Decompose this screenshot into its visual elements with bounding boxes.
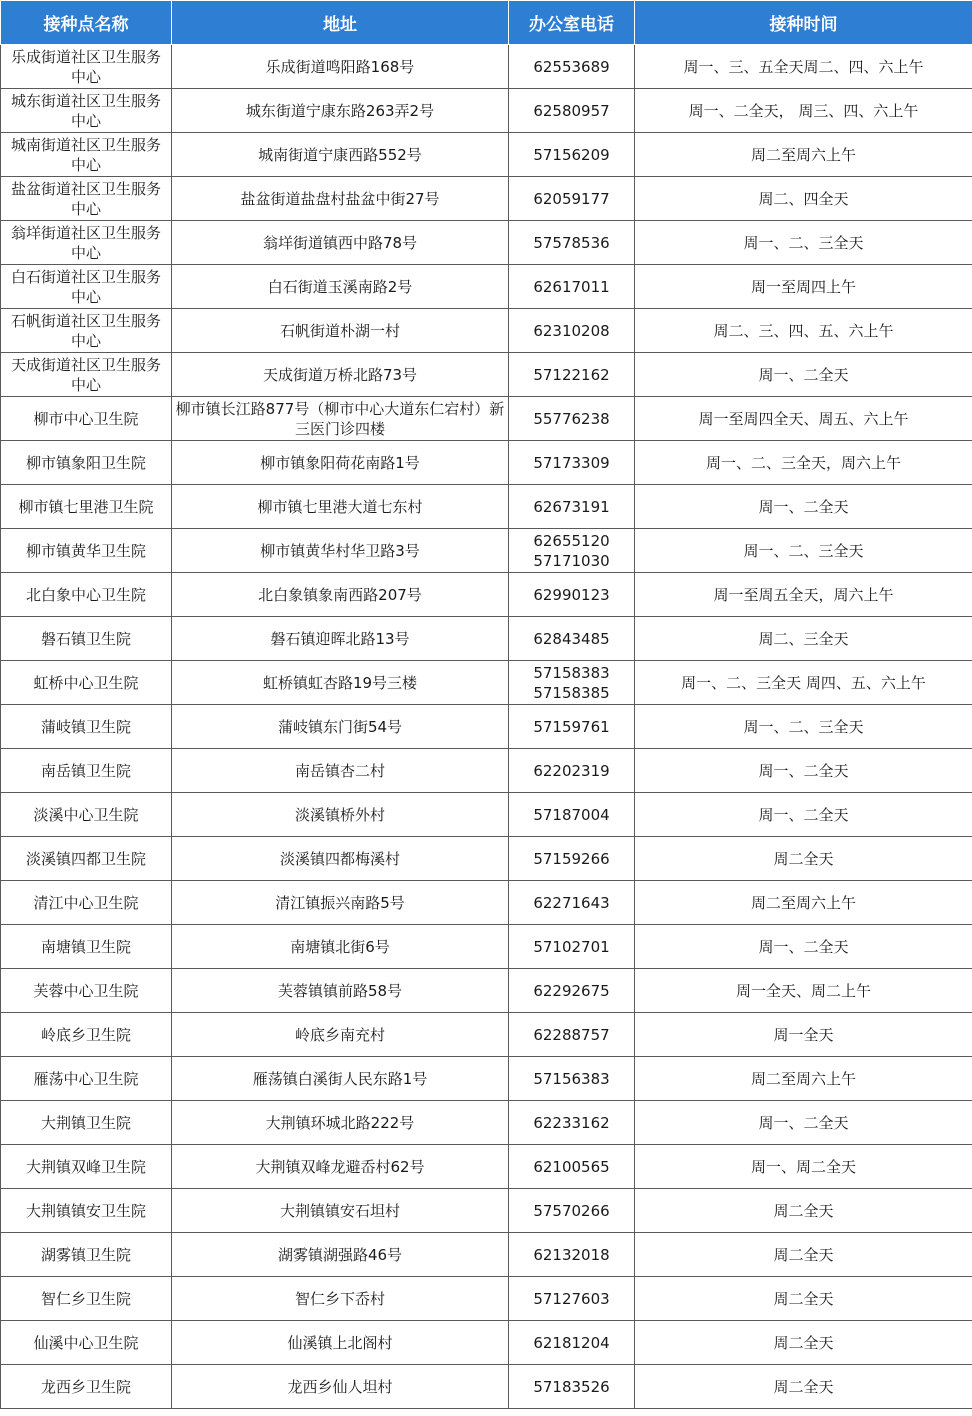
phone-number: 57187004: [533, 805, 610, 824]
table-row: [1, 529, 972, 573]
table-row: [1, 617, 972, 661]
phone-number: 62617011: [533, 277, 610, 296]
schedule-cell: 周一、二、三全天: [635, 529, 972, 573]
schedule-cell: 周一、二全天， 周三、四、六上午: [635, 89, 972, 133]
header-address: 地址: [172, 1, 509, 45]
phone-cell: [509, 661, 635, 705]
schedule-cell: 周二至周六上午: [635, 1057, 972, 1101]
schedule-cell: 周一、二全天: [635, 353, 972, 397]
table-row: [1, 881, 972, 925]
phone-number: 62580957: [533, 101, 610, 120]
site-name-cell: 北白象中心卫生院: [1, 573, 172, 617]
phone-cell: [509, 617, 635, 661]
phone-cell: [509, 221, 635, 265]
site-name-cell: 大荆镇镇安卫生院: [1, 1189, 172, 1233]
site-name-cell: 智仁乡卫生院: [1, 1277, 172, 1321]
site-name-cell: 石帆街道社区卫生服务中心: [1, 309, 172, 353]
phone-cell: [509, 353, 635, 397]
address-cell: 大荆镇环城北路222号: [172, 1101, 509, 1145]
phone-cell: [509, 45, 635, 89]
phone-number: 57171030: [533, 551, 610, 570]
schedule-cell: 周一、二全天: [635, 485, 972, 529]
address-cell: 城南街道宁康西路552号: [172, 133, 509, 177]
table-row: [1, 485, 972, 529]
address-cell: 南塘镇北街6号: [172, 925, 509, 969]
address-cell: 磐石镇迎晖北路13号: [172, 617, 509, 661]
phone-number: 62233162: [533, 1113, 610, 1132]
address-cell: 雁荡镇白溪街人民东路1号: [172, 1057, 509, 1101]
phone-cell: [509, 925, 635, 969]
site-name-cell: 淡溪中心卫生院: [1, 793, 172, 837]
schedule-cell: 周一、二全天: [635, 925, 972, 969]
site-name-cell: 南塘镇卫生院: [1, 925, 172, 969]
table-row: [1, 1277, 972, 1321]
phone-cell: [509, 1365, 635, 1409]
phone-cell: [509, 1101, 635, 1145]
phone-number: 57102701: [533, 937, 610, 956]
phone-number: 62655120: [533, 531, 610, 550]
table-row: [1, 925, 972, 969]
phone-cell: [509, 89, 635, 133]
phone-cell: [509, 749, 635, 793]
address-cell: 湖雾镇湖强路46号: [172, 1233, 509, 1277]
phone-number: 57159761: [533, 717, 610, 736]
schedule-cell: 周一全天: [635, 1013, 972, 1057]
header-phone: 办公室电话: [509, 1, 635, 45]
address-cell: 北白象镇象南西路207号: [172, 573, 509, 617]
phone-cell: [509, 793, 635, 837]
site-name-cell: 柳市镇七里港卫生院: [1, 485, 172, 529]
site-name-cell: 清江中心卫生院: [1, 881, 172, 925]
phone-cell: [509, 309, 635, 353]
address-cell: 柳市镇黄华村华卫路3号: [172, 529, 509, 573]
phone-cell: [509, 705, 635, 749]
phone-number: 62553689: [533, 57, 610, 76]
site-name-cell: 湖雾镇卫生院: [1, 1233, 172, 1277]
schedule-cell: 周二全天: [635, 1233, 972, 1277]
table-row: [1, 1233, 972, 1277]
header-time: 接种时间: [635, 1, 972, 45]
site-name-cell: 大荆镇卫生院: [1, 1101, 172, 1145]
table-row: [1, 1013, 972, 1057]
site-name-cell: 乐成街道社区卫生服务中心: [1, 45, 172, 89]
phone-cell: [509, 969, 635, 1013]
address-cell: 大荆镇镇安石坦村: [172, 1189, 509, 1233]
address-cell: 柳市镇长江路877号（柳市中心大道东仁宕村）新三医门诊四楼: [172, 397, 509, 441]
phone-number: 62673191: [533, 497, 610, 516]
site-name-cell: 柳市镇象阳卫生院: [1, 441, 172, 485]
site-name-cell: 翁垟街道社区卫生服务中心: [1, 221, 172, 265]
schedule-cell: 周一、二全天: [635, 793, 972, 837]
phone-number: 62181204: [533, 1333, 610, 1352]
phone-number: 57156209: [533, 145, 610, 164]
phone-cell: [509, 1189, 635, 1233]
table-row: [1, 265, 972, 309]
header-row: [1, 1, 972, 45]
address-cell: 清江镇振兴南路5号: [172, 881, 509, 925]
site-name-cell: 虹桥中心卫生院: [1, 661, 172, 705]
table-row: [1, 705, 972, 749]
phone-cell: [509, 837, 635, 881]
site-name-cell: 柳市中心卫生院: [1, 397, 172, 441]
phone-number: 62310208: [533, 321, 610, 340]
address-cell: 龙西乡仙人坦村: [172, 1365, 509, 1409]
address-cell: 白石街道玉溪南路2号: [172, 265, 509, 309]
site-name-cell: 仙溪中心卫生院: [1, 1321, 172, 1365]
site-name-cell: 磐石镇卫生院: [1, 617, 172, 661]
schedule-cell: 周一、二、三全天: [635, 705, 972, 749]
schedule-cell: 周二全天: [635, 837, 972, 881]
address-cell: 柳市镇象阳荷花南路1号: [172, 441, 509, 485]
address-cell: 淡溪镇四都梅溪村: [172, 837, 509, 881]
table-row: [1, 793, 972, 837]
address-cell: 柳市镇七里港大道七东村: [172, 485, 509, 529]
schedule-cell: 周一至周四全天、周五、六上午: [635, 397, 972, 441]
phone-cell: [509, 1013, 635, 1057]
site-name-cell: 雁荡中心卫生院: [1, 1057, 172, 1101]
phone-number: 62843485: [533, 629, 610, 648]
phone-number: 57127603: [533, 1289, 610, 1308]
address-cell: 天成街道万桥北路73号: [172, 353, 509, 397]
site-name-cell: 柳市镇黄华卫生院: [1, 529, 172, 573]
site-name-cell: 大荆镇双峰卫生院: [1, 1145, 172, 1189]
phone-number: 57183526: [533, 1377, 610, 1396]
phone-cell: [509, 441, 635, 485]
phone-number: 57173309: [533, 453, 610, 472]
schedule-cell: 周一至周五全天，周六上午: [635, 573, 972, 617]
header-name: 接种点名称: [1, 1, 172, 45]
phone-number: 55776238: [533, 409, 610, 428]
phone-number: 57156383: [533, 1069, 610, 1088]
table-row: [1, 969, 972, 1013]
site-name-cell: 城南街道社区卫生服务中心: [1, 133, 172, 177]
phone-cell: [509, 397, 635, 441]
phone-number: 62059177: [533, 189, 610, 208]
address-cell: 岭底乡南充村: [172, 1013, 509, 1057]
phone-number: 57158385: [533, 683, 610, 702]
phone-cell: [509, 177, 635, 221]
schedule-cell: 周二全天: [635, 1365, 972, 1409]
table-row: [1, 309, 972, 353]
schedule-cell: 周二、四全天: [635, 177, 972, 221]
phone-cell: [509, 1277, 635, 1321]
phone-cell: [509, 1145, 635, 1189]
site-name-cell: 盐盆街道社区卫生服务中心: [1, 177, 172, 221]
table-row: [1, 441, 972, 485]
schedule-cell: 周一、二、三全天: [635, 221, 972, 265]
site-name-cell: 芙蓉中心卫生院: [1, 969, 172, 1013]
table-row: [1, 177, 972, 221]
phone-number: 62990123: [533, 585, 610, 604]
phone-number: 62271643: [533, 893, 610, 912]
schedule-cell: 周二、三、四、五、六上午: [635, 309, 972, 353]
site-name-cell: 天成街道社区卫生服务中心: [1, 353, 172, 397]
phone-cell: [509, 1233, 635, 1277]
address-cell: 南岳镇杏二村: [172, 749, 509, 793]
table-row: [1, 45, 972, 89]
schedule-cell: 周二、三全天: [635, 617, 972, 661]
table-row: [1, 397, 972, 441]
phone-number: 62202319: [533, 761, 610, 780]
table-row: [1, 1145, 972, 1189]
phone-cell: [509, 1321, 635, 1365]
site-name-cell: 龙西乡卫生院: [1, 1365, 172, 1409]
table-row: [1, 89, 972, 133]
phone-number: 57578536: [533, 233, 610, 252]
schedule-cell: 周一、二、三全天 周四、五、六上午: [635, 661, 972, 705]
table-row: [1, 353, 972, 397]
site-name-cell: 淡溪镇四都卫生院: [1, 837, 172, 881]
address-cell: 城东街道宁康东路263弄2号: [172, 89, 509, 133]
schedule-cell: 周二全天: [635, 1189, 972, 1233]
table-row: [1, 133, 972, 177]
address-cell: 淡溪镇桥外村: [172, 793, 509, 837]
schedule-cell: 周一、二、三全天，周六上午: [635, 441, 972, 485]
schedule-cell: 周一、周二全天: [635, 1145, 972, 1189]
schedule-cell: 周二至周六上午: [635, 881, 972, 925]
table-row: [1, 221, 972, 265]
address-cell: 蒲岐镇东门街54号: [172, 705, 509, 749]
schedule-cell: 周一、二全天: [635, 749, 972, 793]
phone-number: 57570266: [533, 1201, 610, 1220]
schedule-cell: 周二至周六上午: [635, 133, 972, 177]
address-cell: 芙蓉镇镇前路58号: [172, 969, 509, 1013]
phone-cell: [509, 265, 635, 309]
table-row: [1, 661, 972, 705]
address-cell: 盐盆街道盐盘村盐盆中街27号: [172, 177, 509, 221]
phone-number: 57159266: [533, 849, 610, 868]
schedule-cell: 周二全天: [635, 1277, 972, 1321]
table-row: [1, 1321, 972, 1365]
table-row: [1, 837, 972, 881]
table-row: [1, 1101, 972, 1145]
table-row: [1, 1189, 972, 1233]
schedule-cell: 周一、二全天: [635, 1101, 972, 1145]
schedule-cell: 周一全天、周二上午: [635, 969, 972, 1013]
address-cell: 虹桥镇虹杏路19号三楼: [172, 661, 509, 705]
phone-number: 62288757: [533, 1025, 610, 1044]
table-row: [1, 1365, 972, 1409]
table-row: [1, 573, 972, 617]
schedule-cell: 周一至周四上午: [635, 265, 972, 309]
address-cell: 乐成街道鸣阳路168号: [172, 45, 509, 89]
phone-number: 57122162: [533, 365, 610, 384]
phone-number: 62132018: [533, 1245, 610, 1264]
table-row: [1, 749, 972, 793]
phone-cell: [509, 133, 635, 177]
address-cell: 仙溪镇上北阁村: [172, 1321, 509, 1365]
address-cell: 大荆镇双峰龙避岙村62号: [172, 1145, 509, 1189]
phone-cell: [509, 485, 635, 529]
schedule-cell: 周二全天: [635, 1321, 972, 1365]
phone-number: 57158383: [533, 663, 610, 682]
address-cell: 石帆街道朴湖一村: [172, 309, 509, 353]
site-name-cell: 岭底乡卫生院: [1, 1013, 172, 1057]
schedule-cell: 周一、三、五全天周二、四、六上午: [635, 45, 972, 89]
table-row: [1, 1057, 972, 1101]
site-name-cell: 蒲岐镇卫生院: [1, 705, 172, 749]
phone-number: 62292675: [533, 981, 610, 1000]
phone-cell: [509, 881, 635, 925]
phone-number: 62100565: [533, 1157, 610, 1176]
phone-cell: [509, 529, 635, 573]
table-body: [1, 45, 972, 1409]
address-cell: 翁垟街道镇西中路78号: [172, 221, 509, 265]
site-name-cell: 南岳镇卫生院: [1, 749, 172, 793]
address-cell: 智仁乡下岙村: [172, 1277, 509, 1321]
site-name-cell: 城东街道社区卫生服务中心: [1, 89, 172, 133]
phone-cell: [509, 573, 635, 617]
phone-cell: [509, 1057, 635, 1101]
site-name-cell: 白石街道社区卫生服务中心: [1, 265, 172, 309]
